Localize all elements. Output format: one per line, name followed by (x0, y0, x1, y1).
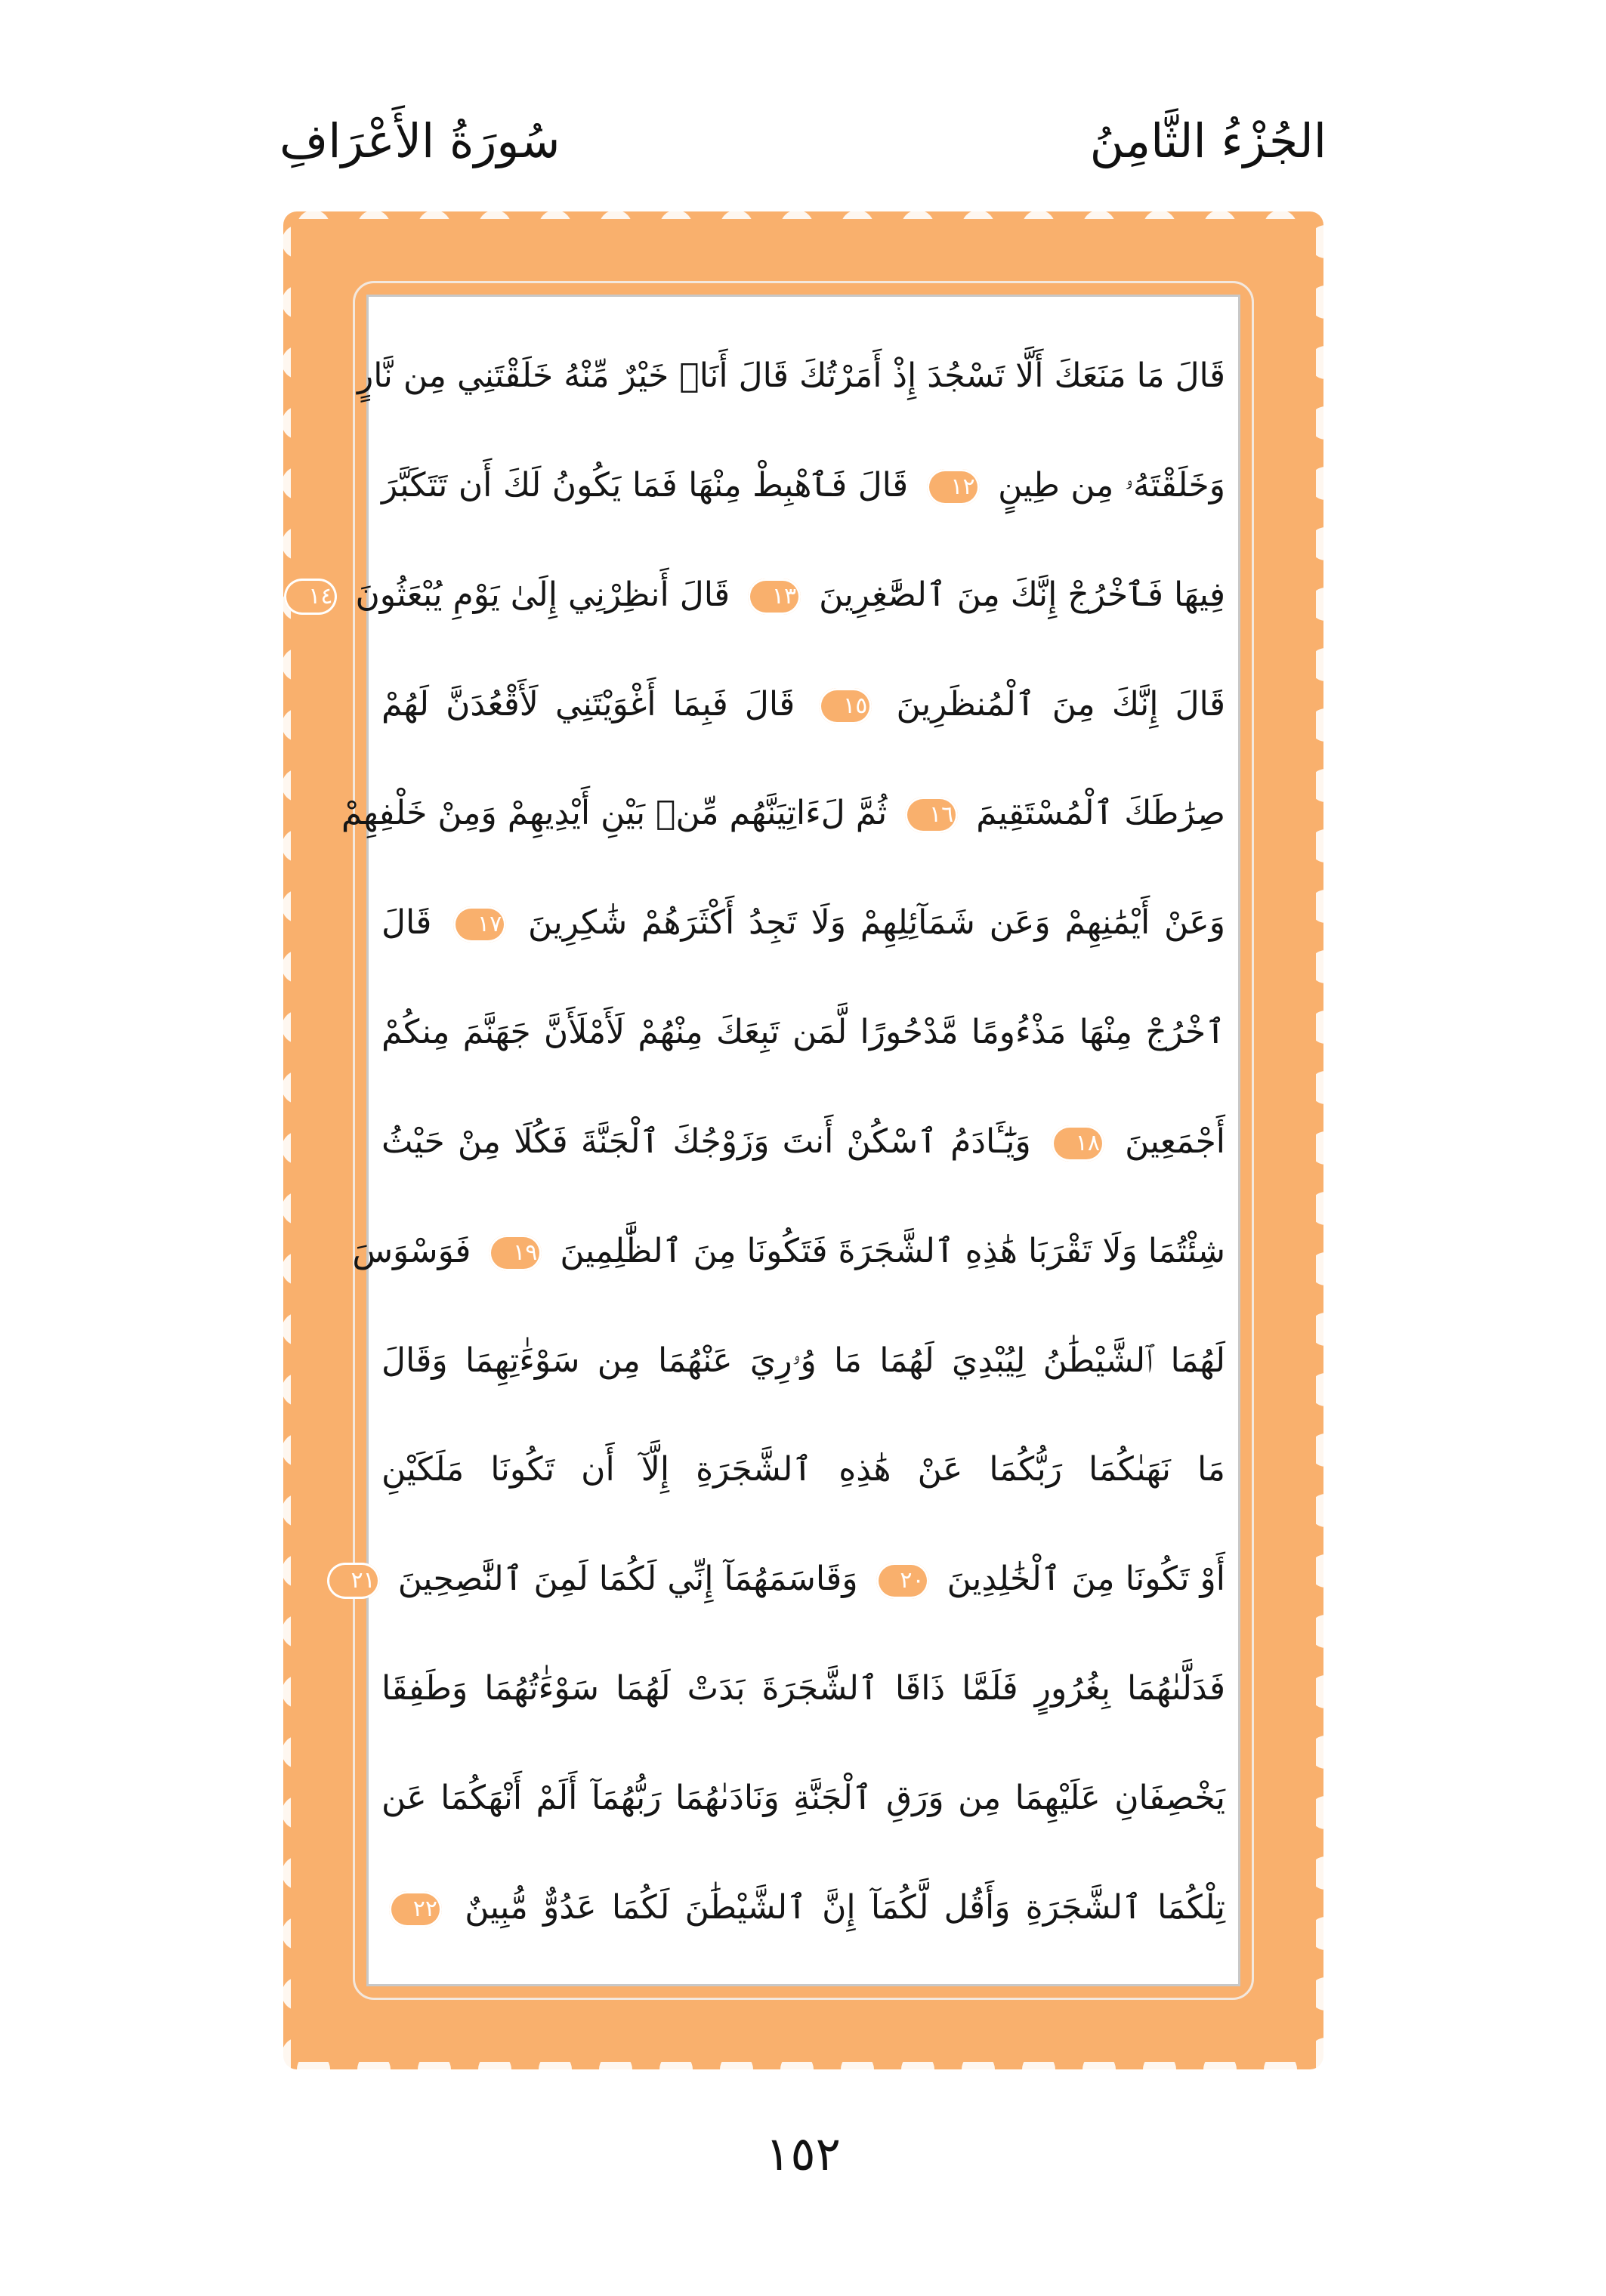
verse-text: وَقَاسَمَهُمَآ إِنِّي لَكُمَا لَمِنَ ٱلنَّٰصِحِينَ (397, 1560, 858, 1599)
verse-text: قَالَ (381, 903, 432, 943)
text-line (381, 1862, 1225, 1953)
verse-text: فَدَلَّىٰهُمَا بِغُرُورٍ فَلَمَّا ذَاقَا ٱلشَّجَرَةَ بَدَتْ لَهُمَا سَوْءَٰتُهُمَا وَطَفِقَا (381, 1669, 1225, 1708)
surah-title: سُورَةُ الأَعْرَافِ (280, 113, 561, 168)
juz-title: الجُزْءُ الثَّامِنُ (1089, 113, 1326, 168)
ornamental-frame (283, 211, 1323, 2069)
verse-text: أَوْ تَكُونَا مِنَ ٱلْخَٰلِدِينَ (947, 1560, 1225, 1599)
ayah-number-marker: ٢٠ (876, 1563, 929, 1599)
verse-text: مَا نَهَىٰكُمَا رَبُّكُمَا عَنْ هَٰذِهِ ٱلشَّجَرَةِ إِلَّآ أَن تَكُونَا مَلَكَيْنِ (381, 1450, 1225, 1489)
verse-text: يَخْصِفَانِ عَلَيْهِمَا مِن وَرَقِ ٱلْجَنَّةِ وَنَادَىٰهُمَا رَبُّهُمَآ أَلَمْ أَنْهَكُمَا عَن (381, 1778, 1225, 1817)
ayah-number-marker: ١٩ (489, 1235, 542, 1271)
page-header (280, 113, 1326, 196)
verse-text: صِرَٰطَكَ ٱلْمُسْتَقِيمَ (976, 794, 1225, 833)
text-line (381, 1753, 1225, 1844)
text-line (351, 1534, 1225, 1625)
text-line (381, 440, 1225, 531)
ayah-number-marker: ١٥ (819, 688, 872, 724)
text-line (381, 659, 1225, 750)
text-line (341, 768, 1225, 859)
ayah-number-marker: ١٢ (927, 469, 980, 505)
text-line (381, 1424, 1225, 1515)
verse-text: فِيهَا فَٱخْرُجْ إِنَّكَ مِنَ ٱلصَّٰغِرِينَ (819, 575, 1225, 614)
verse-text: قَالَ أَنظِرْنِي إِلَىٰ يَوْمِ يُبْعَثُونَ (355, 575, 730, 614)
text-line (381, 1316, 1225, 1406)
text-line (381, 987, 1225, 1078)
text-line (352, 1206, 1225, 1297)
verse-text: قَالَ فَٱهْبِطْ مِنْهَا فَمَا يَكُونُ لَكَ أَن تَتَكَبَّرَ (381, 465, 909, 505)
ayah-number-marker: ٢٢ (389, 1891, 442, 1927)
ayah-number-marker: ١٨ (1052, 1125, 1104, 1162)
verse-text: قَالَ مَا مَنَعَكَ أَلَّا تَسْجُدَ إِذْ أَمَرْتُكَ قَالَ أَنَا۠ خَيْرٌ مِّنْهُ خَلَقْتَنِي مِن نَّارٍ (357, 356, 1225, 395)
text-line (357, 331, 1225, 421)
verse-text: وَعَنْ أَيْمَٰنِهِمْ وَعَن شَمَآئِلِهِمْ وَلَا تَجِدُ أَكْثَرَهُمْ شَٰكِرِينَ (528, 903, 1225, 943)
verse-text: شِئْتُمَا وَلَا تَقْرَبَا هَٰذِهِ ٱلشَّجَرَةَ فَتَكُونَا مِنَ ٱلظَّٰلِمِينَ (560, 1231, 1225, 1270)
verse-text: لَهُمَا ٱلشَّيْطَٰنُ لِيُبْدِيَ لَهُمَا مَا وُۥرِيَ عَنْهُمَا مِن سَوْءَٰتِهِمَا وَقَالَ (381, 1341, 1225, 1380)
text-line (308, 550, 1225, 640)
verse-text: تِلْكُمَا ٱلشَّجَرَةِ وَأَقُل لَّكُمَآ إِنَّ ٱلشَّيْطَٰنَ لَكُمَا عَدُوٌّ مُّبِينٌ (465, 1887, 1225, 1927)
verse-text: ثُمَّ لَءَاتِيَنَّهُم مِّنۢ بَيْنِ أَيْدِيهِمْ وَمِنْ خَلْفِهِمْ (341, 794, 888, 833)
text-line (381, 1643, 1225, 1734)
verse-text: فَوَسْوَسَ (352, 1231, 471, 1270)
verse-text: ٱخْرُجْ مِنْهَا مَذْءُومًا مَّدْحُورًا لَّمَن تَبِعَكَ مِنْهُمْ لَأَمْلَأَنَّ جَهَنَّمَ مِنكُمْ (381, 1013, 1225, 1052)
quran-text-block (308, 310, 1225, 1971)
ayah-number-marker: ١٧ (453, 906, 506, 943)
verse-text: قَالَ فَبِمَا أَغْوَيْتَنِي لَأَقْعُدَنَّ لَهُمْ (381, 684, 795, 724)
verse-text: وَيَٰٓـَٔادَمُ ٱسْكُنْ أَنتَ وَزَوْجُكَ ٱلْجَنَّةَ فَكُلَا مِنْ حَيْثُ (381, 1122, 1031, 1161)
ayah-number-marker: ١٤ (284, 579, 337, 615)
verse-text: قَالَ إِنَّكَ مِنَ ٱلْمُنظَرِينَ (896, 684, 1225, 724)
page-number: ١٥٢ (765, 2126, 841, 2181)
verse-text: وَخَلَقْتَهُۥ مِن طِينٍ (998, 465, 1225, 505)
ayah-number-marker: ١٦ (905, 797, 958, 833)
ayah-number-marker: ٢١ (327, 1563, 380, 1599)
ayah-number-marker: ١٣ (748, 579, 801, 615)
text-line (381, 878, 1225, 968)
text-line (381, 1097, 1225, 1187)
verse-text: أَجْمَعِينَ (1125, 1122, 1225, 1161)
